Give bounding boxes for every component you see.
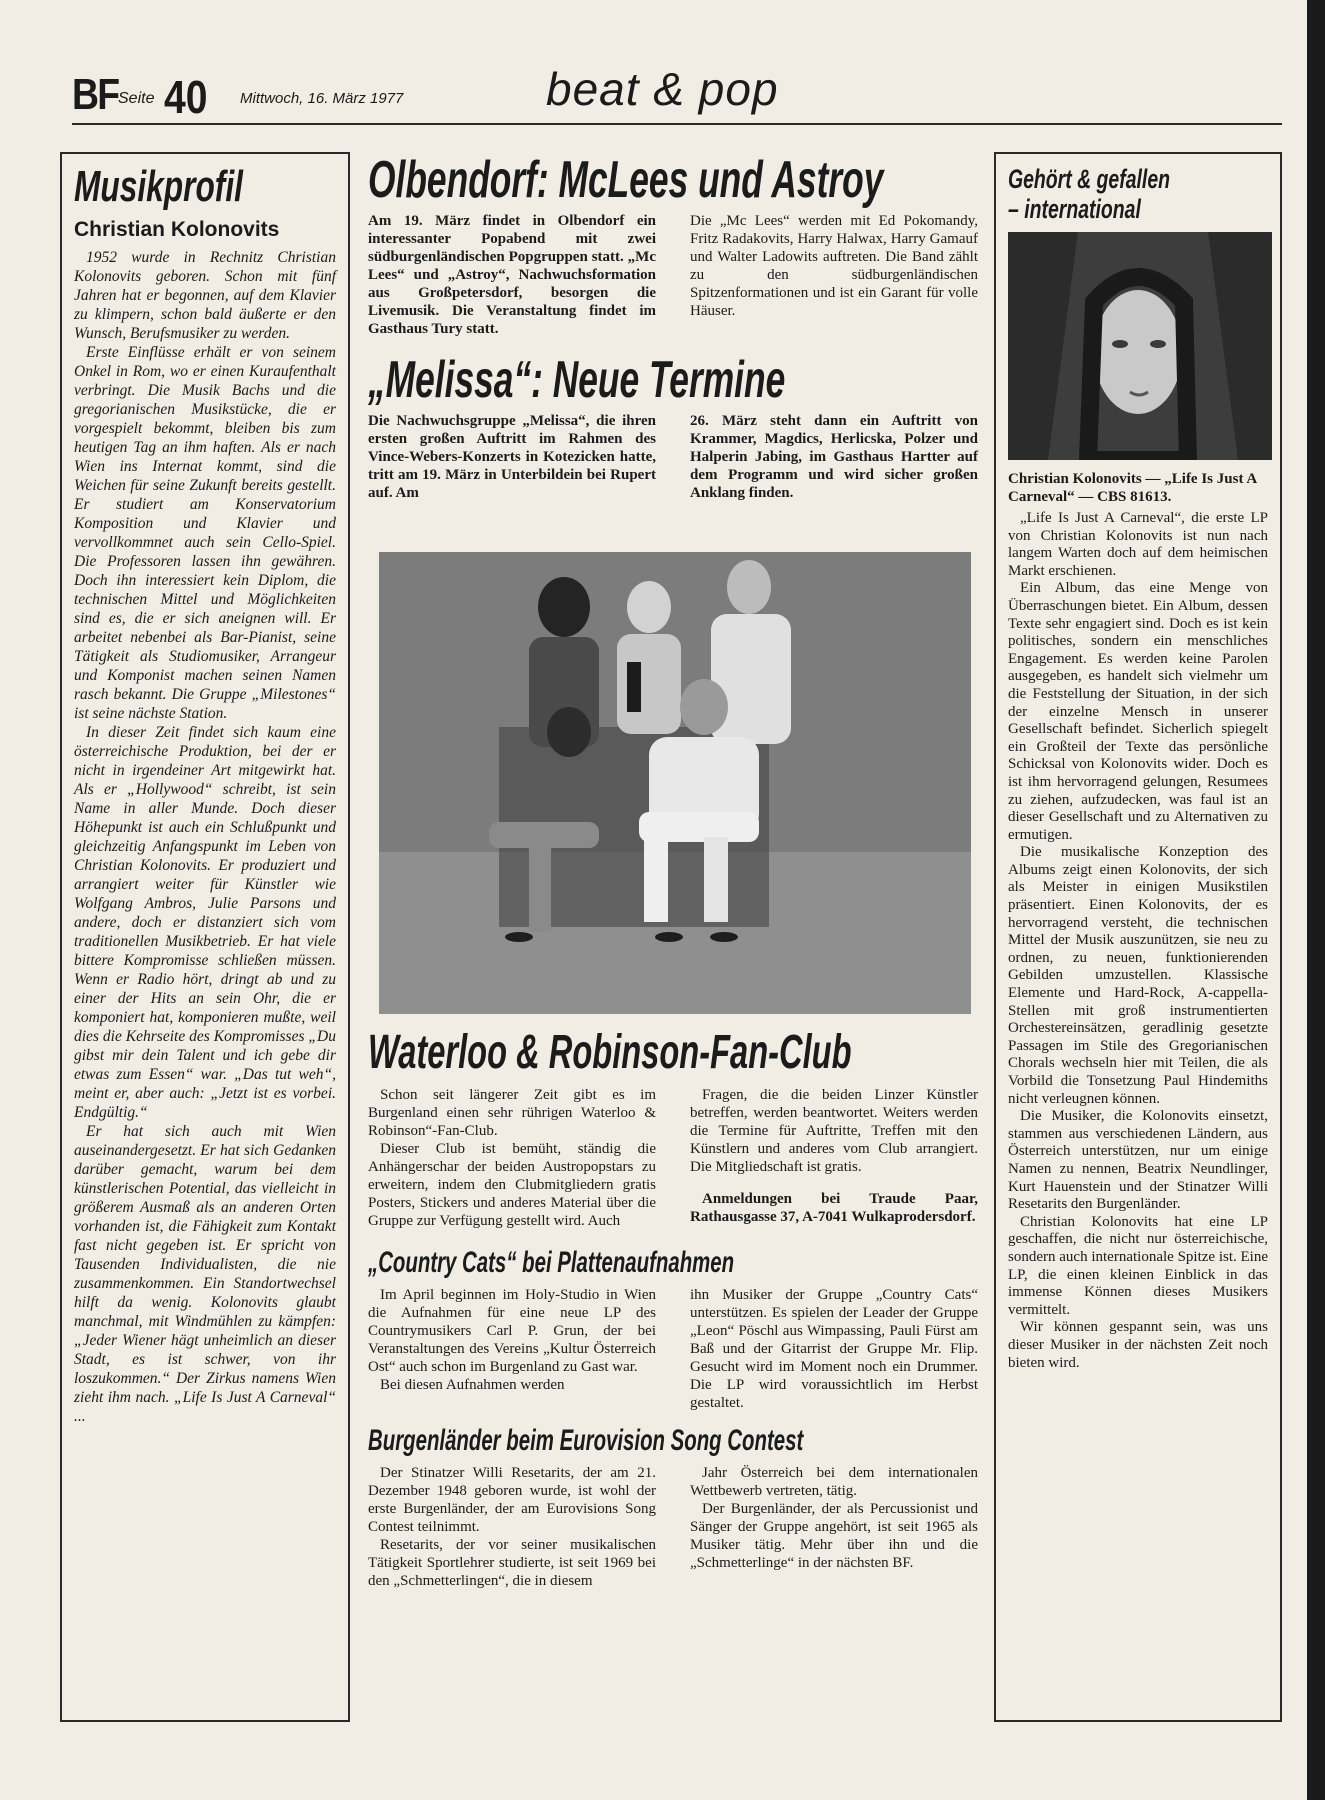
eurovision-paragraph: Jahr Österreich bei dem internationalen Wettbewerb vertreten, tätig. (690, 1465, 978, 1499)
musikprofil-paragraph: In dieser Zeit findet sich kaum eine österreichische Produktion, bei der er nicht in irgendeiner Art mitgewirkt hat. Als er „Hollywood“ schreibt, ist sein Name in aller Munde. Doch dieser Höhepunkt ist auch ein Schlußpunkt und gleichzeitig Anfangspunkt im Leben von Christian Kolonovits. Er produziert und arrangiert weiter für Künstler wie Wolfgang Ambros, Julie Parsons und andere, doch er distanziert sich vom traditionellen Musikbetrieb. Er hat viele bittere Kompromisse schließen müssen. Wenn er Radio hört, dringt ab und zu einer der Hits an sein Ohr, die er komponiert hat, komponieren mußte, weil dies die Kehrseite des Kompromisses „Du gibst mir dein Talent und ich gebe dir etwas zum Essen“ war. „Das tut weh“, meint er, aber auch: „Jetzt ist es vorbei. Endgültig.“ (74, 724, 336, 1121)
gehoert-paragraph: Die musikalische Konzeption des Albums zeigt einen Kolonovits, der sich als Meister in einigen Musikstilen präsentiert. Einen Kolonovits, der es hervorragend versteht, die technischen Mittel der Musik auszunützen, sie neu zu ordnen, zu neuen, funktionierenden Gebilden umzustellen. Klassische Elemente und Hard-Rock, A-cappella-Stellen mit groß instrumentierten Orchestereinsätzen, geradlinig gesetzte Passagen im Stile des Gregorianischen Chorals wechseln hier mit Teilen, die als Vorbild die Tonsetzung Paul Hindemiths nicht verleugnen können. (1008, 844, 1268, 1107)
album-caption: Christian Kolonovits — „Life Is Just A Carneval“ — CBS 81613. (1008, 471, 1257, 505)
waterloo-paragraph: Schon seit längerer Zeit gibt es im Burgenland einen sehr rührigen Waterloo & Robinson“-Fan-Club. (368, 1087, 656, 1139)
olbendorf-heading: Olbendorf: McLees und Astroy (368, 151, 884, 209)
middle-column (368, 152, 978, 502)
country-cats-heading: „Country Cats“ bei Plattenaufnahmen (368, 1246, 735, 1279)
musikprofil-heading: Musikprofil (74, 162, 243, 211)
eurovision-left (368, 1464, 656, 1590)
musikprofil-paragraph: Erste Einflüsse erhält er von seinem Onkel in Rom, wo er einen Kuraufenthalt verbringt. Die Musik Bachs und die gregorianischen Musikstücke, die er vorgespielt bekommt, bleiben bis zum heutigen Tag an ihm haften. Als er nach Wien ins Internat kommt, sind die Weichen für seine Zukunft bereits gestellt. Er studiert am Konservatorium Komposition und Klavier und vervollkommnet auch sein Cello-Spiel. Die Professoren lassen ihn gewähren. Doch ihn interessiert kein Diplom, die technischen Mittel und Möglichkeiten sind es, die er sich aneignen will. Er arbeitet nebenbei als Bar-Pianist, seine Tätigkeit als Studiomusiker, Arrangeur und Komponist machen seinen Namen rasch bekannt. Die Gruppe „Milestones“ ist seine nächste Station. (74, 344, 336, 722)
musikprofil-subheading: Christian Kolonovits (74, 218, 280, 241)
seite-label: Seite (118, 90, 155, 107)
eurovision-paragraph: Der Stinatzer Willi Resetarits, der am 21. Dezember 1948 geboren wurde, ist wohl der erste Burgenländer, der am Eurovisions Song Contest teilnimmt. (368, 1465, 656, 1535)
kolonovits-portrait (1008, 232, 1272, 460)
musikprofil-box (60, 152, 350, 1722)
gehoert-box (994, 152, 1282, 1722)
gehoert-heading-1: Gehört & gefallen (1008, 164, 1171, 194)
waterloo-body (368, 1086, 978, 1230)
melissa-left: Die Nachwuchsgruppe „Melissa“, die ihren ersten großen Auftritt im Rahmen des Vince-Webers-Konzerts in Kotezicken hatte, tritt am 19. März in Unterbildein bei Rupert auf. Am (368, 413, 656, 501)
country-cats-paragraph: Bei diesen Aufnahmen werden (380, 1377, 565, 1393)
masthead-rule (72, 123, 1282, 125)
waterloo-right-text: Fragen, die die beiden Linzer Künstler betreffen, werden beantwortet. Weiters werden die Termine für Auftritte, Treffen mit den Künstlern und anderes vom Club arrangiert. Die Mitgliedschaft ist gratis. (690, 1087, 978, 1175)
eurovision-right (690, 1464, 978, 1590)
masthead (72, 62, 1282, 124)
gehoert-paragraph: Wir können gespannt sein, was uns dieser Musiker in der nächsten Zeit noch bieten wird. (1008, 1319, 1268, 1371)
section-title: beat & pop (546, 63, 779, 115)
gehoert-body (1008, 510, 1268, 1372)
waterloo-registration: Anmeldungen bei Traude Paar, Rathausgasse 37, A-7041 Wulkaprodersdorf. (690, 1191, 978, 1225)
band-photo-image (379, 552, 971, 1014)
musikprofil-body (74, 248, 336, 1426)
page-number: 40 (164, 71, 208, 123)
gehoert-heading-2: – international (1008, 194, 1141, 224)
waterloo-paragraph: Dieser Club ist bemüht, ständig die Anhängerschar der beiden Austropopstars zu erweitern, indem den Clubmitgliedern gratis Posters, Stickers und anderes Material über die Gruppe zur Verfügung gestellt wird. Auch (368, 1141, 656, 1229)
eurovision-paragraph: Der Burgenländer, der als Percussionist und Sänger der Gruppe angehört, ist seit 1965 als Musiker tätig. Mehr über ihn und die „Schmetterlinge“ in der nächsten BF. (690, 1501, 978, 1571)
olbendorf-left: Am 19. März findet in Olbendorf ein interessanter Popabend mit zwei südburgenländischen Popgruppen statt. „Mc Lees“ und „Astroy“, Nachwuchsformation aus Großpetersdorf, besorgen die Livemusik. Die Veranstaltung findet im Gasthaus Tury statt. (368, 213, 656, 337)
olbendorf-body (368, 212, 978, 338)
lower-middle (368, 1028, 978, 1590)
bf-logo: BF (72, 70, 119, 119)
melissa-heading: „Melissa“: Neue Termine (368, 351, 786, 409)
eurovision-body (368, 1464, 978, 1590)
gehoert-paragraph: „Life Is Just A Carneval“, die erste LP von Christian Kolonovits ist nun nach langem Warten doch auf dem heimischen Markt erschienen. (1008, 510, 1268, 579)
melissa-right: 26. März steht dann ein Auftritt von Krammer, Magdics, Herlicska, Polzer und Halperin Jabing, im Gasthaus Hartter auf dem Programm und wird sicher großen Anklang finden. (690, 413, 978, 501)
country-cats-paragraph: Im April beginnen im Holy-Studio in Wien die Aufnahmen für eine neue LP des Countrymusikers Carl P. Grun, der bei Veranstaltungen des Vereins „Kultur Österreich Ost“ auch schon im Burgenland zu Gast war. (368, 1287, 656, 1375)
waterloo-heading: Waterloo & Robinson-Fan-Club (368, 1026, 852, 1079)
page-edge (1307, 0, 1325, 1800)
gehoert-paragraph: Ein Album, das eine Menge von Überraschungen bietet. Ein Album, dessen Texte sehr engagiert sind. Doch es ist kein politisches, sondern ein menschliches Engagement. Es werden keine Parolen ausgegeben, es handelt sich vielmehr um die Feststellung der Situation, in der sich der einzelne Mensch in unserer Gesellschaft befindet. Sicherlich spiegelt ein Großteil der Texte das persönliche Schicksal von Kolonovits wider. Doch es ist ihm hervorragend gelungen, Resumees zu ziehen, aufzudecken, was faul ist an dieser Gesellschaft und zu Alternativen zu ermutigen. (1008, 580, 1268, 843)
musikprofil-paragraph: Er hat sich auch mit Wien auseinandergesetzt. Er hat sich Gedanken darüber gemacht, warum bei dem künstlerischen Potential, das vielleicht in größerem Ausmaß als an anderen Orten vorhanden ist, die Fähigkeit zum Kontakt fast nicht gegeben ist. Er spricht von Tausenden Individualisten, die nie zusammenkommen. Ein Standortwechsel hilft da wenig. Kolonovits glaubt manchmal, mit Windmühlen zu kämpfen: „Jeder Wiener hägt unheimlich an dieser Stadt, es ist schwer, von ihr loszukommen.“ Der Zirkus namens Wien zieht ihm nach. „Life Is Just A Carneval“ ... (74, 1123, 336, 1425)
waterloo-right (690, 1086, 978, 1230)
country-cats-right: ihn Musiker der Gruppe „Country Cats“ unterstützen. Es spielen der Leader der Gruppe „Leon“ Pöschl aus Wimpassing, Pauli Fürst am Baß und der Gitarrist der Gruppe Mr. Flip. Gesucht wird im Moment noch ein Drummer. Die LP wird voraussichtlich im Herbst gestaltet. (690, 1287, 978, 1411)
gehoert-paragraph: Christian Kolonovits hat eine LP geschaffen, die nicht nur österreichische, sondern auch internationale Spitze ist. Eine LP, die einen kleinen Einblick in das immense Können dieses Musikers vermittelt. (1008, 1213, 1268, 1318)
issue-date: Mittwoch, 16. März 1977 (240, 90, 404, 107)
eurovision-paragraph: Resetarits, der vor seiner musikalischen Tätigkeit Sportlehrer studierte, ist seit 1969 bei den „Schmetterlingen“, die in diesem (368, 1537, 656, 1589)
waterloo-left (368, 1086, 656, 1230)
kolonovits-portrait-image (1008, 232, 1272, 460)
country-cats-left (368, 1286, 656, 1412)
musikprofil-paragraph: 1952 wurde in Rechnitz Christian Kolonovits geboren. Schon mit fünf Jahren hat er begonnen, auf dem Klavier zu klimpern, schon bald äußerte er den Wunsch, Berufsmusiker zu werden. (74, 249, 336, 342)
country-cats-body (368, 1286, 978, 1412)
band-photo (379, 552, 971, 1014)
eurovision-heading: Burgenländer beim Eurovision Song Contest (368, 1424, 804, 1457)
gehoert-paragraph: Die Musiker, die Kolonovits einsetzt, stammen aus verschiedenen Ländern, aus Österreich unterstützen, nur um einige Namen zu nennen, Beatrix Neundlinger, Kurt Hauenstein und der Stinatzer Willi Resetarits den Burgenländer. (1008, 1108, 1268, 1213)
olbendorf-right: Die „Mc Lees“ werden mit Ed Pokomandy, Fritz Radakovits, Harry Halwax, Harry Gamauf und Walter Ladowits auftreten. Die Band zählt zu den südburgenländischen Spitzenformationen und ist ein Garant für volle Häuser. (690, 213, 978, 319)
melissa-body (368, 412, 978, 502)
